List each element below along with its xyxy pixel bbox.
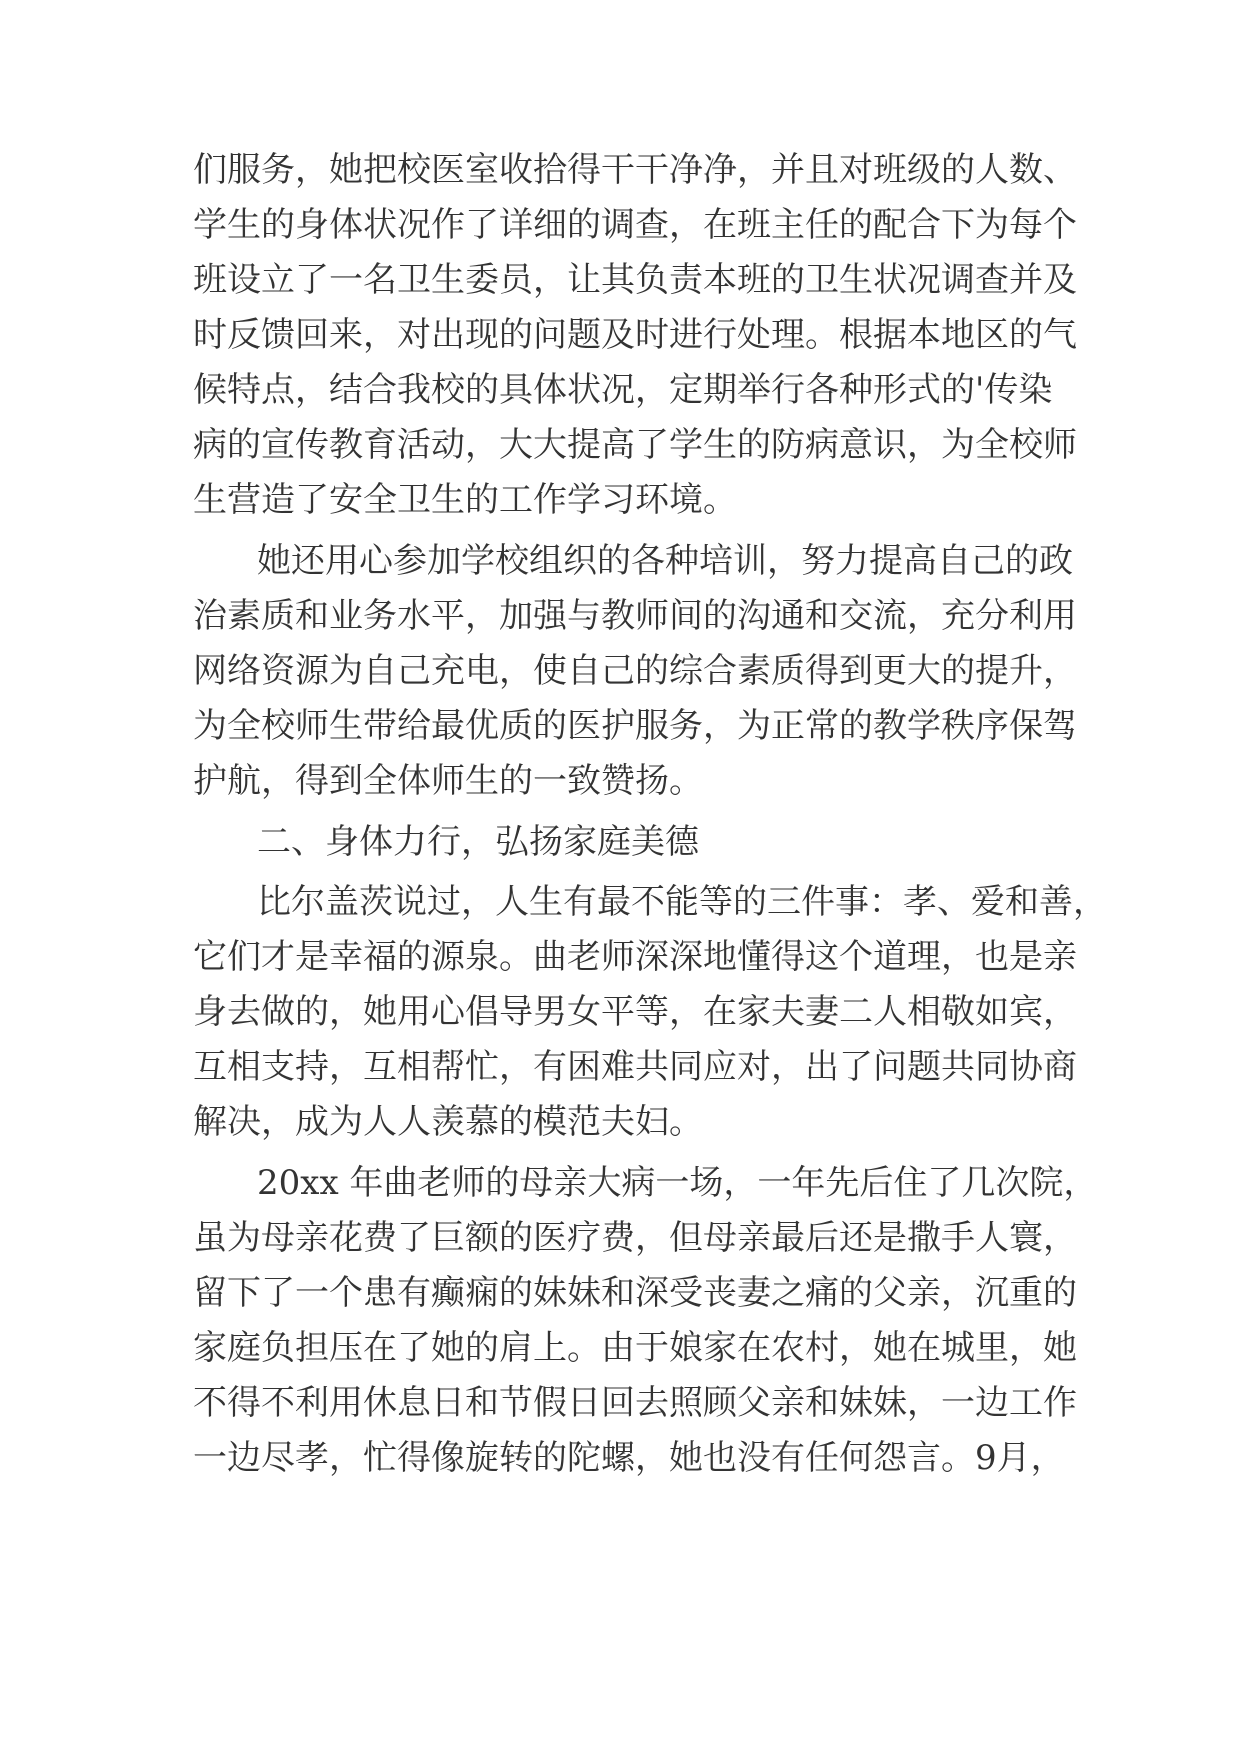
- paragraph-line: 身去做的，她用心倡导男女平等，在家夫妻二人相敬如宾，: [193, 992, 1077, 1032]
- paragraph-line: 班设立了一名卫生委员，让其负责本班的卫生状况调查并及: [193, 260, 1077, 300]
- paragraph-line: 们服务，她把校医室收拾得干干净净，并且对班级的人数、: [193, 150, 1077, 190]
- paragraph-line: 留下了一个患有癫痫的妹妹和深受丧妻之痛的父亲，沉重的: [193, 1273, 1077, 1313]
- paragraph-line: 治素质和业务水平，加强与教师间的沟通和交流，充分利用: [193, 596, 1077, 636]
- paragraph-line: 学生的身体状况作了详细的调查，在班主任的配合下为每个: [193, 205, 1077, 245]
- paragraph-line: 她还用心参加学校组织的各种培训，努力提高自己的政: [257, 541, 1073, 581]
- paragraph-line: 护航，得到全体师生的一致赞扬。: [193, 761, 703, 801]
- paragraph-line: 候特点，结合我校的具体状况，定期举行各种形式的'传染: [193, 370, 1053, 410]
- paragraph-line: 网络资源为自己充电，使自己的综合素质得到更大的提升，: [193, 651, 1077, 691]
- paragraph-line: 20xx 年曲老师的母亲大病一场，一年先后住了几次院，: [257, 1163, 1098, 1203]
- paragraph-line: 不得不利用休息日和节假日回去照顾父亲和妹妹，一边工作: [193, 1383, 1077, 1423]
- paragraph-line: 病的宣传教育活动，大大提高了学生的防病意识，为全校师: [193, 425, 1077, 465]
- paragraph-line: 生营造了安全卫生的工作学习环境。: [193, 480, 737, 520]
- paragraph-line: 一边尽孝，忙得像旋转的陀螺，她也没有任何怨言。9月，: [193, 1438, 1065, 1478]
- paragraph-line: 它们才是幸福的源泉。曲老师深深地懂得这个道理，也是亲: [193, 937, 1077, 977]
- section-heading: 二、身体力行，弘扬家庭美德: [257, 822, 699, 862]
- paragraph-line: 解决，成为人人羡慕的模范夫妇。: [193, 1102, 703, 1142]
- paragraph-line: 虽为母亲花费了巨额的医疗费，但母亲最后还是撒手人寰，: [193, 1218, 1077, 1258]
- paragraph-line: 为全校师生带给最优质的医护服务，为正常的教学秩序保驾: [193, 706, 1077, 746]
- paragraph-line: 时反馈回来，对出现的问题及时进行处理。根据本地区的气: [193, 315, 1077, 355]
- paragraph-line: 比尔盖茨说过，人生有最不能等的三件事：孝、爱和善，: [257, 882, 1107, 922]
- paragraph-line: 互相支持，互相帮忙，有困难共同应对，出了问题共同协商: [193, 1047, 1077, 1087]
- paragraph-line: 家庭负担压在了她的肩上。由于娘家在农村，她在城里，她: [193, 1328, 1077, 1368]
